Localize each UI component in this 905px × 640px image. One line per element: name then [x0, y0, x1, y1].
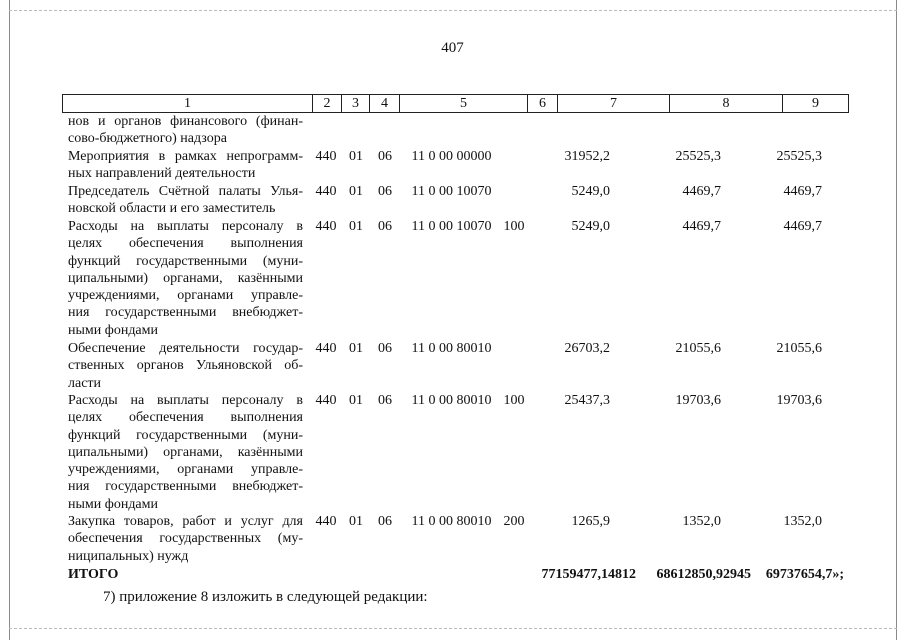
row-cell-c4: 06 [378, 149, 392, 164]
row-name: Председатель Счётной палаты Улья- новской области и его заместитель [68, 184, 303, 217]
row-cell-c8: 19703,6 [675, 393, 721, 408]
row-name: Расходы на выплаты персоналу в целях обеспечения выполнения функций государственными (муни- ципальными) органами, казёнными учреждениями, органами управле- ния государственными внебюджет- ными фондами [68, 393, 303, 512]
amendment-note: 7) приложение 8 изложить в следующей редакции: [103, 589, 428, 605]
row-cell-c7: 31952,2 [564, 149, 610, 164]
row-cell-c3: 01 [349, 393, 363, 408]
header-cell: 3 [342, 95, 370, 113]
row-cell-c9: 25525,3 [776, 149, 822, 164]
page-border-left [9, 0, 10, 640]
row-cell-c8: 21055,6 [675, 341, 721, 356]
header-cell: 7 [558, 95, 670, 113]
row-cell-c5: 11 0 00 80010 [411, 341, 492, 356]
header-cell: 8 [670, 95, 783, 113]
total-col9: 69737654,7»; [765, 567, 844, 582]
row-cell-c9: 4469,7 [783, 219, 822, 234]
row-cell-c6: 100 [503, 219, 525, 234]
page-border-right [896, 0, 897, 640]
page-border-bottom [9, 628, 897, 629]
row-cell-c6: 100 [503, 393, 525, 408]
row-name: Расходы на выплаты персоналу в целях обеспечения выполнения функций государственными (муни- ципальными) органами, казёнными учреждениями, органами управле- ния государственными внебюджет- ными фондами [68, 219, 303, 338]
row-cell-c8: 1352,0 [682, 514, 721, 529]
row-cell-c6: 200 [503, 514, 525, 529]
row-cell-c2: 440 [315, 393, 337, 408]
row-cell-c4: 06 [378, 184, 392, 199]
row-cell-c5: 11 0 00 80010 [411, 393, 492, 408]
row-cell-c7: 26703,2 [564, 341, 610, 356]
row-cell-c2: 440 [315, 149, 337, 164]
row-cell-c5: 11 0 00 10070 [411, 219, 492, 234]
row-cell-c3: 01 [349, 514, 363, 529]
total-col7: 77159477,14812 [541, 567, 636, 582]
row-cell-c4: 06 [378, 219, 392, 234]
row-cell-c8: 4469,7 [682, 219, 721, 234]
header-cell: 2 [313, 95, 342, 113]
row-cell-c5: 11 0 00 00000 [411, 149, 492, 164]
row-name: Закупка товаров, работ и услуг для обеспечения государственных (му- ниципальных) нужд [68, 514, 303, 564]
row-cell-c5: 11 0 00 80010 [411, 514, 492, 529]
total-label: ИТОГО [68, 567, 119, 582]
row-cell-c9: 4469,7 [783, 184, 822, 199]
row-cell-c4: 06 [378, 393, 392, 408]
row-cell-c7: 5249,0 [571, 184, 610, 199]
row-name: Мероприятия в рамках непрограмм- ных направлений деятельности [68, 149, 303, 182]
row-name: нов и органов финансового (финан- сово-бюджетного) надзора [68, 114, 303, 147]
row-cell-c2: 440 [315, 341, 337, 356]
header-cell: 9 [783, 95, 849, 113]
header-cell: 1 [63, 95, 313, 113]
header-cell: 4 [370, 95, 400, 113]
row-cell-c7: 25437,3 [564, 393, 610, 408]
header-cell: 6 [528, 95, 558, 113]
row-cell-c9: 1352,0 [783, 514, 822, 529]
row-cell-c7: 1265,9 [571, 514, 610, 529]
column-header-table [62, 94, 849, 113]
row-cell-c3: 01 [349, 341, 363, 356]
total-col8: 68612850,92945 [656, 567, 751, 582]
row-cell-c4: 06 [378, 341, 392, 356]
row-cell-c9: 19703,6 [776, 393, 822, 408]
row-cell-c7: 5249,0 [571, 219, 610, 234]
row-name: Обеспечение деятельности государ- ственных органов Ульяновской об- ласти [68, 341, 303, 391]
row-cell-c3: 01 [349, 149, 363, 164]
row-cell-c2: 440 [315, 184, 337, 199]
header-cell: 5 [400, 95, 528, 113]
row-cell-c2: 440 [315, 514, 337, 529]
row-cell-c3: 01 [349, 184, 363, 199]
page-border-top [9, 10, 897, 11]
row-cell-c5: 11 0 00 10070 [411, 184, 492, 199]
row-cell-c9: 21055,6 [776, 341, 822, 356]
row-cell-c4: 06 [378, 514, 392, 529]
row-cell-c2: 440 [315, 219, 337, 234]
row-cell-c8: 4469,7 [682, 184, 721, 199]
row-cell-c8: 25525,3 [675, 149, 721, 164]
row-cell-c3: 01 [349, 219, 363, 234]
page-number: 407 [441, 40, 464, 56]
